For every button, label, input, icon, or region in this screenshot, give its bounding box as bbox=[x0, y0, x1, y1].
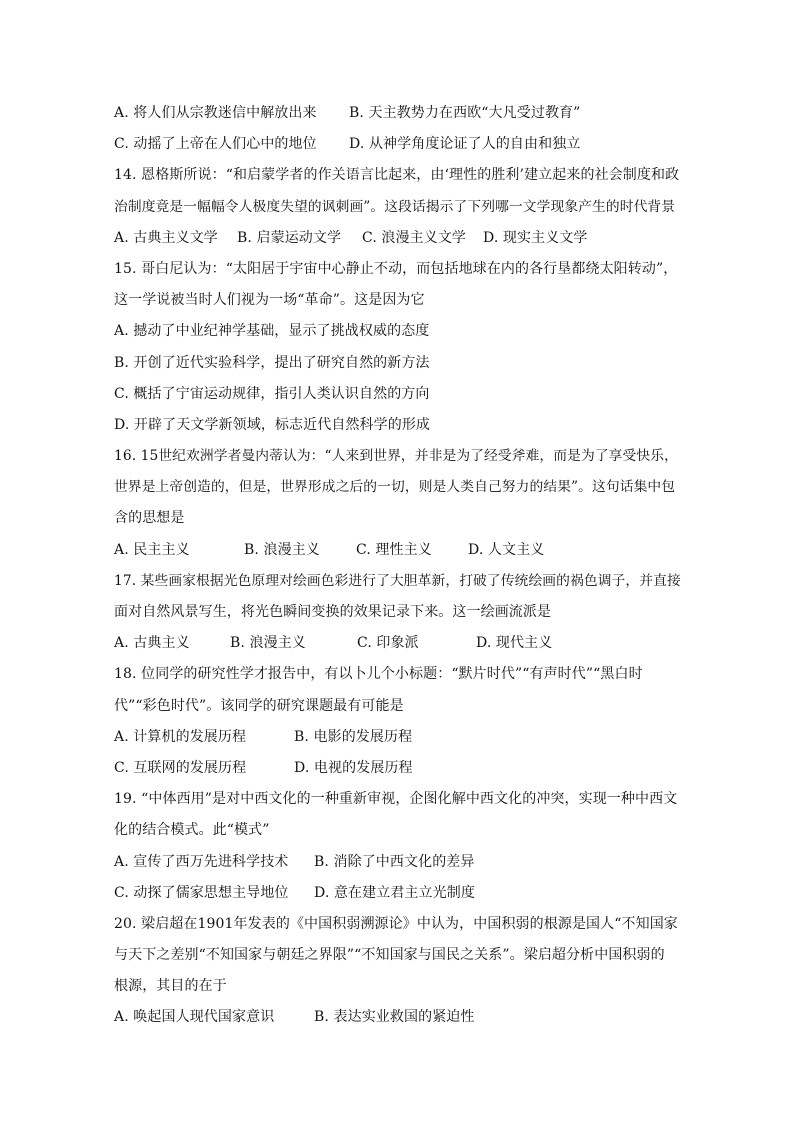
q15-option-c: C. 概括了宁宙运动规律，指引人类认识自然的方向 bbox=[114, 385, 430, 402]
q19-option-a: A. 宣传了西万先进科学技术 bbox=[114, 853, 289, 870]
q17-stem-line-2: 面对自然风景写生，将光色瞬间变换的效果记录下来。这一绘画流派是 bbox=[114, 604, 552, 620]
q15-stem-line-1: 15. 哥白尼认为：“太阳居于宇宙中心静止不动，而包括地球在内的各行垦都绕太阳转动”， bbox=[114, 260, 678, 277]
q18-option-b: B. 电影的发展历程 bbox=[294, 728, 413, 745]
exam-page bbox=[114, 98, 684, 1034]
q14-option-a: A. 古典主义文学 bbox=[114, 229, 218, 246]
q15-option-d: D. 开辟了天文学新领域，标志近代自然科学的形成 bbox=[114, 416, 431, 433]
q18-options-row-1 bbox=[114, 722, 684, 753]
q13-option-a: A. 将人们从宗教迷信中解放出来 bbox=[114, 105, 317, 121]
q18-stem-line-2: 代”“彩色时代”。该同学的研究课题最有可能是 bbox=[114, 697, 404, 714]
q16-stem-line-1: 16. 15世纪欢洲学者曼内蒂认为：“人来到世界，并非是为了经受斧难，而是为了享受快乐， bbox=[114, 448, 678, 465]
q13-options-row-1 bbox=[114, 98, 684, 129]
q16-stem-line-3: 含的思想是 bbox=[114, 510, 185, 527]
q13-options-row-2 bbox=[114, 129, 684, 160]
q19-options-row-2 bbox=[114, 878, 684, 909]
q16-option-c: C. 理性主义 bbox=[356, 541, 432, 558]
q19-option-c: C. 动探了儒家思想主导地位 bbox=[114, 884, 289, 901]
q19-stem-line-2: 化的结合模式。此“模式” bbox=[114, 822, 270, 839]
q17-option-b: B. 浪漫主义 bbox=[230, 635, 306, 652]
q19-option-d: D. 意在建立君主立光制度 bbox=[314, 884, 475, 901]
q14-option-c: C. 浪漫主义文学 bbox=[362, 229, 467, 246]
q20-stem-line-2: 与天下之差别“不知国家与朝廷之界限”“不知国家与国民之关系”。梁启超分析中国积弱的 bbox=[114, 947, 665, 964]
q17-options-row bbox=[114, 628, 684, 659]
q19-stem-line-1: 19. “中体西用”是对中西文化的一种重新审视，企图化解中西文化的冲突，实现一种中西文 bbox=[114, 791, 678, 808]
q15-option-b: B. 开创了近代实验科学，提出了研究自然的新方法 bbox=[114, 354, 430, 371]
q17-option-a: A. 古典主义 bbox=[114, 635, 190, 652]
q18-option-c: C. 互联网的发展历程 bbox=[114, 759, 247, 776]
q15-stem-line-2: 这一学说被当时人们视为一场“革命”。这是因为它 bbox=[114, 292, 425, 309]
q14-option-d: D. 现实主义文学 bbox=[483, 229, 588, 246]
q17-option-c: C. 印象派 bbox=[357, 635, 419, 652]
q18-options-row-2 bbox=[114, 753, 684, 784]
q16-option-a: A. 民主主义 bbox=[114, 541, 190, 558]
q16-option-b: B. 浪漫主义 bbox=[244, 541, 320, 558]
q20-option-b: B. 表达实业救国的紧迫性 bbox=[314, 1009, 475, 1026]
q16-option-d: D. 人文主义 bbox=[468, 541, 545, 558]
q13-option-c: C. 动摇了上帝在人们心中的地位 bbox=[114, 136, 317, 153]
q20-options-row-1 bbox=[114, 1002, 684, 1033]
q13-option-b: B. 天主教势力在西欧“大凡受过教育” bbox=[349, 105, 581, 121]
q16-stem-line-2: 世界是上帝创造的，但是，世界形成之后的一切，则是人类自己努力的结果”。这句话集中包 bbox=[114, 479, 676, 496]
q20-stem-line-3: 根源，其目的在于 bbox=[114, 978, 227, 995]
q14-stem-line-1: 14. 恩格斯所说：“和启蒙学者的作关语言比起来，由‘理性的胜利’建立起来的社会制度和政 bbox=[114, 167, 680, 184]
q19-options-row-1 bbox=[114, 847, 684, 878]
q19-option-b: B. 消除了中西文化的差异 bbox=[314, 853, 475, 870]
q18-option-d: D. 电视的发展历程 bbox=[294, 759, 413, 776]
q18-stem-line-1: 18. 位同学的研究性学才报告中，有以卜儿个小标题：“默片时代”“有声时代”“黑白时 bbox=[114, 666, 643, 683]
q16-options-row bbox=[114, 535, 684, 566]
q18-option-a: A. 计算机的发展历程 bbox=[114, 728, 247, 745]
q14-option-b: B. 启蒙运动文学 bbox=[237, 229, 342, 246]
q13-option-d: D. 从神学角度论证了人的自由和独立 bbox=[349, 136, 581, 153]
q20-stem-line-1: 20. 梁启超在1901年发表的《中国积弱溯源论》中认为，中国积弱的根源是国人“不知国家 bbox=[114, 915, 678, 932]
q17-option-d: D. 现代主义 bbox=[476, 635, 553, 652]
q14-stem-line-2: 治制度竟是一幅幅令人极度失望的讽刺画”。这段话揭示了下列哪一文学现象产生的时代背景 bbox=[114, 198, 676, 215]
q15-option-a: A. 撼动了中业纪神学基础，显示了挑战权威的态度 bbox=[114, 323, 430, 340]
q17-stem-line-1: 17. 某些画家根据光色原理对绘画色彩进行了大胆革新，打破了传统绘画的祸色调子，并直接 bbox=[114, 572, 681, 589]
q20-option-a: A. 唤起国人现代国家意识 bbox=[114, 1009, 275, 1026]
q14-options-row bbox=[114, 223, 684, 254]
